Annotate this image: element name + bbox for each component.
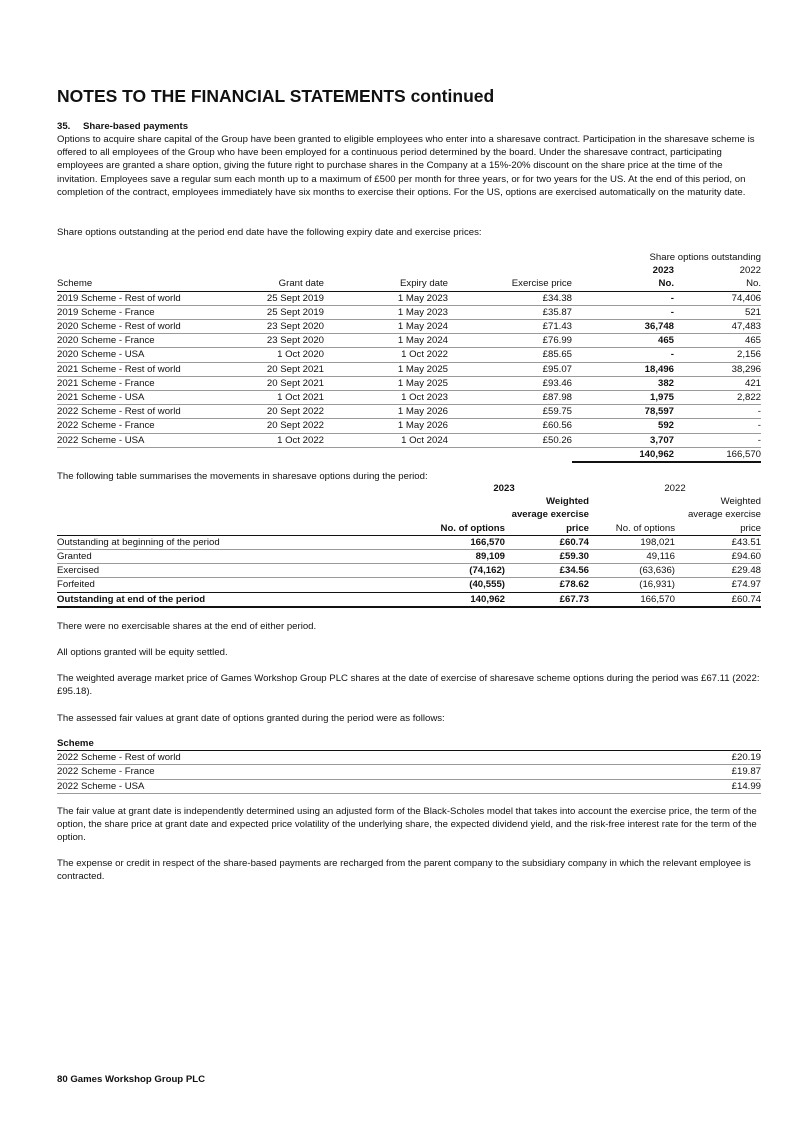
table-row (57, 291, 761, 305)
fair-value-intro: The assessed fair values at grant date of options granted during the period were as follows: (57, 713, 445, 724)
col-no-2023: No. (572, 277, 674, 291)
cell-opt-2022: 49,116 (589, 550, 675, 564)
fair-value-header-row (57, 737, 761, 751)
cell-2023: 36,748 (572, 320, 674, 334)
cell-2023: 1,975 (572, 391, 674, 405)
movements-year-2022: 2022 (664, 483, 686, 494)
movements-year-2023: 2023 (493, 483, 515, 494)
cell-scheme: 2019 Scheme - France (57, 305, 232, 319)
table-row (57, 578, 761, 592)
table-row (57, 419, 761, 433)
cell-scheme: 2021 Scheme - USA (57, 391, 232, 405)
section-number: 35. (57, 121, 71, 132)
col-scheme: Scheme (57, 277, 232, 291)
col-grant-date: Grant date (232, 277, 324, 291)
cell-2022: - (674, 433, 761, 447)
cell-price-2022: £60.74 (675, 592, 761, 607)
cell-2023: 382 (572, 376, 674, 390)
cell-expiry: 1 May 2026 (324, 405, 448, 419)
cell-price: £85.65 (448, 348, 572, 362)
cell-2022: 2,156 (674, 348, 761, 362)
h-options-2022: No. of options (589, 522, 675, 536)
movements-header-row-3 (57, 522, 761, 536)
table-header-row (57, 277, 761, 291)
cell-expiry: 1 May 2025 (324, 376, 448, 390)
h-average-2022: average exercise (687, 509, 761, 521)
cell-label: Granted (57, 550, 419, 564)
cell-price-2023: £67.73 (505, 592, 589, 607)
cell-2023: 3,707 (572, 433, 674, 447)
table-row (57, 362, 761, 376)
table-row (57, 535, 761, 549)
cell-price-2022: £43.51 (675, 535, 761, 549)
movements-year-row (57, 482, 761, 495)
cell-value: £19.87 (657, 765, 761, 779)
movements-intro: The following table summarises the movements in sharesave options during the period: (57, 471, 428, 482)
cell-expiry: 1 May 2024 (324, 334, 448, 348)
intro-paragraph: Options to acquire share capital of the Group have been granted to eligible employees who enter into a sharesave contract. Participation in the sharesave scheme is offered to all employees of the Group who have been employed for a continuous period determined by the board. Under the sharesave contract, participating employees are granted a share option, giving the future right to purchase shares in the Company at a 15%-20% discount on the share price at the time of the invitation. Employees save a regular sum each month up to a maximum of £500 per month for three years, or for two years for the US. At the end of this period, on completion of the contract, employees immediately have six months to exercise their options. For the US, options are exercised automatically on the maturity date. (57, 134, 755, 198)
h-price-2022: price (675, 522, 761, 536)
cell-grant: 20 Sept 2022 (232, 419, 324, 433)
cell-2023: 592 (572, 419, 674, 433)
cell-value: £14.99 (657, 779, 761, 793)
cell-2022: 421 (674, 376, 761, 390)
total-2022: 166,570 (674, 447, 761, 462)
cell-price-2023: £59.30 (505, 550, 589, 564)
cell-price-2023: £78.62 (559, 579, 589, 591)
cell-expiry: 1 Oct 2024 (324, 433, 448, 447)
cell-2022: 47,483 (674, 320, 761, 334)
cell-expiry: 1 May 2026 (324, 419, 448, 433)
h-average-2023: average exercise (511, 509, 589, 521)
cell-grant: 23 Sept 2020 (232, 334, 324, 348)
cell-expiry: 1 May 2023 (324, 291, 448, 305)
cell-grant: 1 Oct 2020 (232, 348, 324, 362)
cell-opt-2022: (16,931) (639, 579, 675, 591)
cell-price: £95.07 (448, 362, 572, 376)
cell-price-2022: £74.97 (731, 579, 761, 591)
table-row (57, 405, 761, 419)
cell-expiry: 1 Oct 2022 (324, 348, 448, 362)
cell-scheme: 2021 Scheme - France (57, 376, 232, 390)
cell-2022: 521 (674, 305, 761, 319)
cell-price: £35.87 (448, 305, 572, 319)
cell-2022: 74,406 (674, 291, 761, 305)
note-recharge: The expense or credit in respect of the share-based payments are recharged from the parent company to the subsidiary company in which the relevant employee is contracted. (57, 858, 751, 883)
table-row (57, 320, 761, 334)
fair-value-header: Scheme (57, 737, 657, 751)
col-expiry-date: Expiry date (324, 277, 448, 291)
cell-scheme: 2020 Scheme - France (57, 334, 232, 348)
table-row (57, 779, 761, 793)
cell-price-2023: £34.56 (505, 564, 589, 578)
table-row (57, 334, 761, 348)
year-2022: 2022 (739, 265, 761, 277)
cell-price: £59.75 (448, 405, 572, 419)
cell-opt-2022: 166,570 (589, 592, 675, 607)
cell-opt-2023: 166,570 (419, 535, 505, 549)
col-exercise-price: Exercise price (448, 277, 572, 291)
cell-opt-2022: 198,021 (589, 535, 675, 549)
cell-label: Outstanding at beginning of the period (57, 535, 419, 549)
cell-scheme: 2020 Scheme - USA (57, 348, 232, 362)
cell-scheme: 2022 Scheme - Rest of world (57, 751, 657, 765)
fair-value-table (57, 737, 761, 794)
col-no-2022: No. (674, 277, 761, 291)
cell-2023: - (572, 348, 674, 362)
cell-scheme: 2021 Scheme - Rest of world (57, 362, 232, 376)
cell-value: £20.19 (657, 751, 761, 765)
cell-scheme: 2022 Scheme - France (57, 419, 232, 433)
outstanding-options-table (57, 251, 761, 463)
cell-scheme: 2019 Scheme - Rest of world (57, 291, 232, 305)
cell-price: £87.98 (448, 391, 572, 405)
movements-end-row (57, 592, 761, 607)
year-2023: 2023 (652, 265, 674, 277)
cell-expiry: 1 May 2025 (324, 362, 448, 376)
table-row (57, 305, 761, 319)
cell-grant: 20 Sept 2022 (232, 405, 324, 419)
cell-grant: 1 Oct 2022 (232, 433, 324, 447)
cell-label: Forfeited (57, 579, 95, 591)
cell-grant: 25 Sept 2019 (232, 305, 324, 319)
cell-grant: 20 Sept 2021 (232, 376, 324, 390)
movements-table (57, 482, 761, 608)
cell-expiry: 1 May 2024 (324, 320, 448, 334)
cell-2023: - (572, 291, 674, 305)
cell-price: £34.38 (448, 291, 572, 305)
table-row (57, 391, 761, 405)
cell-price: £71.43 (448, 320, 572, 334)
h-weighted-2023: Weighted (546, 496, 589, 508)
h-price-2023: price (505, 522, 589, 536)
cell-2022: - (674, 419, 761, 433)
cell-label: Outstanding at end of the period (57, 592, 419, 607)
movements-header-row-2 (57, 508, 761, 521)
cell-expiry: 1 May 2023 (324, 305, 448, 319)
cell-price-2023: £60.74 (505, 535, 589, 549)
cell-2022: 465 (674, 334, 761, 348)
cell-price: £76.99 (448, 334, 572, 348)
page-footer: 80 Games Workshop Group PLC (57, 1074, 206, 1085)
note-black-scholes: The fair value at grant date is independently determined using an adjusted form of the Black-Scholes model that takes into account the exercise price, the term of the option, the share price at grant date and expected price volatility of the underlying share, the expected dividend yield, and the risk-free interest rate for the term of the option. (57, 806, 757, 844)
cell-scheme: 2022 Scheme - USA (57, 779, 657, 793)
cell-scheme: 2022 Scheme - USA (57, 433, 232, 447)
cell-scheme: 2022 Scheme - Rest of world (57, 405, 232, 419)
note-market-price: The weighted average market price of Games Workshop Group PLC shares at the date of exercise of sharesave scheme options during the period was £67.11 (2022: £95.18). (57, 673, 760, 698)
cell-grant: 20 Sept 2021 (232, 362, 324, 376)
cell-2023: 465 (572, 334, 674, 348)
cell-price-2022: £29.48 (675, 564, 761, 578)
cell-grant: 25 Sept 2019 (232, 291, 324, 305)
note-equity: All options granted will be equity settled. (57, 647, 228, 658)
table-row (57, 433, 761, 447)
h-weighted-2022: Weighted (720, 496, 761, 508)
table-row (57, 348, 761, 362)
cell-2022: 38,296 (674, 362, 761, 376)
cell-price: £60.56 (448, 419, 572, 433)
section-heading (57, 121, 188, 132)
table-row (57, 751, 761, 765)
movements-header-row-1 (57, 495, 761, 508)
cell-2023: - (572, 305, 674, 319)
outstanding-intro: Share options outstanding at the period end date have the following expiry date and exercise prices: (57, 227, 482, 238)
cell-opt-2022: (63,636) (589, 564, 675, 578)
cell-scheme: 2020 Scheme - Rest of world (57, 320, 232, 334)
table-row (57, 550, 761, 564)
cell-price: £50.26 (448, 433, 572, 447)
cell-opt-2023: (74,162) (419, 564, 505, 578)
table-group-header-row (57, 251, 761, 264)
cell-scheme: 2022 Scheme - France (57, 765, 657, 779)
table-row (57, 376, 761, 390)
cell-price: £93.46 (448, 376, 572, 390)
cell-grant: 1 Oct 2021 (232, 391, 324, 405)
group-header: Share options outstanding (649, 252, 761, 263)
cell-2023: 18,496 (572, 362, 674, 376)
cell-opt-2023: 140,962 (419, 592, 505, 607)
table-year-row (57, 264, 761, 277)
cell-opt-2023: (40,555) (469, 579, 505, 591)
table-row (57, 765, 761, 779)
cell-2022: 2,822 (674, 391, 761, 405)
h-options-2023: No. of options (419, 522, 505, 536)
note-exercisable: There were no exercisable shares at the end of either period. (57, 621, 317, 632)
cell-2022: - (674, 405, 761, 419)
cell-label: Exercised (57, 564, 419, 578)
cell-price-2022: £94.60 (675, 550, 761, 564)
cell-expiry: 1 Oct 2023 (324, 391, 448, 405)
cell-opt-2023: 89,109 (419, 550, 505, 564)
page-title: NOTES TO THE FINANCIAL STATEMENTS continued (57, 86, 495, 106)
total-2023: 140,962 (572, 447, 674, 462)
cell-grant: 23 Sept 2020 (232, 320, 324, 334)
section-title: Share-based payments (83, 121, 189, 132)
cell-2023: 78,597 (572, 405, 674, 419)
table-row (57, 564, 761, 578)
table-total-row (57, 447, 761, 462)
